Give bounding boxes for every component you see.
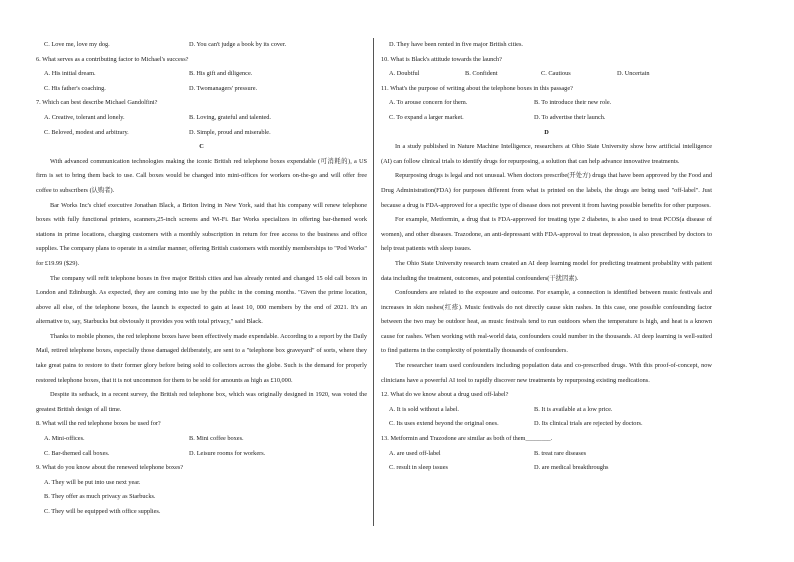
question-9: 9. What do you know about the renewed telephone boxes? xyxy=(36,464,184,472)
question-13: 13. Metformin and Trazodone are similar as both of them________. xyxy=(381,435,553,443)
option-c: C. His father's coaching. xyxy=(44,84,106,92)
option-c: C. Beloved, modest and arbitrary. xyxy=(44,128,129,136)
passage-c xyxy=(36,155,367,418)
section-d-heading: D xyxy=(544,128,549,136)
passage-paragraph: Repurposing drugs is legal and not unusual. When doctors prescribe(开处方) drugs that have been approved by the Food and Drug Administration(FDA) for purposes different from what is printed on the labels, the drugs are being used "off-label". Just because a drug is FDA-approved for a specific type of disease does not prevent it from having possible benefits for other purposes. xyxy=(381,172,712,209)
option-a: A. are used off-label xyxy=(389,449,441,457)
option-c: C. result in sleep issues xyxy=(389,464,448,472)
option-c: C. Bar-themed call boxes. xyxy=(44,449,110,457)
option-a: A. His initial dream. xyxy=(44,70,96,78)
q7-options-cd xyxy=(36,126,367,141)
option-b: B. It is available at a low price. xyxy=(534,405,613,413)
q8-options-ab xyxy=(36,432,367,447)
question-7: 7. Which can best describe Michael Gandolfini? xyxy=(36,99,158,107)
option-c: C. Its uses extend beyond the original ones. xyxy=(389,420,499,428)
option-c: C. They will be equipped with office supplies. xyxy=(44,508,161,515)
q11-options-cd xyxy=(381,111,712,126)
option-b: B. Confident xyxy=(465,70,498,78)
option-c: C. To expand a larger market. xyxy=(389,113,464,121)
passage-paragraph: In a study published in Nature Machine Intelligence, researchers at Ohio State University show how artificial intelligence (AI) can follow clinical trials to identify drugs for repurposing, a solution that can help advance innovative treatments. xyxy=(381,143,712,165)
option-b: B. Mini coffee boxes. xyxy=(189,435,244,443)
option-a: A. Mini-offices. xyxy=(44,435,85,443)
passage-d xyxy=(381,140,712,388)
passage-paragraph: The Ohio State University research team created an AI deep learning model for predicting treatment probability with patient data including the treatment, outcomes, and potential confounders(干扰因素). xyxy=(381,259,712,282)
q8-options-cd xyxy=(36,447,367,462)
option-b: B. treat rare diseases xyxy=(534,449,587,457)
q13-options-cd xyxy=(381,461,712,476)
q7-options-ab xyxy=(36,111,367,126)
option-d: D. Simple, proud and miserable. xyxy=(189,128,271,136)
option-a: A. Creative, tolerant and lonely. xyxy=(44,113,125,121)
question-10: 10. What is Black's attitude towards the launch? xyxy=(381,55,502,63)
question-8: 8. What will the red telephone boxes be used for? xyxy=(36,420,161,428)
option-a: A. They will be put into use next year. xyxy=(44,478,141,486)
q10-options xyxy=(381,67,712,82)
q12-options-ab xyxy=(381,403,712,418)
passage-paragraph: The company will refit telephone boxes in five major British cities and has already rented and changed 15 old call boxes in London and Edinburgh. As expected, they are coming into use by the public in the coming months. "Given the prime location, above all else, of the telephone boxes, the launch is expected to gain at least 10, 000 members by the end of 2021. It's an alternative to, say, Starbucks but obviously it provides you with total privacy," said Black. xyxy=(36,274,367,326)
option-c: C. Cautious xyxy=(541,70,571,78)
q11-options-ab xyxy=(381,96,712,111)
q12-options-cd xyxy=(381,417,712,432)
option-d: D. are medical breakthroughs xyxy=(534,464,609,472)
passage-paragraph: The researcher team used confounders including population data and co-prescribed drugs. With this proof-of-concept, now clinicians have a powerful AI tool to rapidly discover new treatments by repurposing existing medications. xyxy=(381,362,712,384)
q13-options-ab xyxy=(381,447,712,462)
question-6: 6. What serves as a contributing factor to Michael's success? xyxy=(36,55,189,63)
option-d: D. They have been rented in five major British cities. xyxy=(389,41,524,48)
question-12: 12. What do we know about a drug used off-label? xyxy=(381,391,509,399)
option-d: D. Uncertain xyxy=(617,70,650,78)
passage-paragraph: Bar Works Inc's chief executive Jonathan Black, a Briton living in New York, said that his company will renew telephone boxes with fully functional printers, scanners,25-inch screens and Wi-Fi. Bar Works specializes in offering bar-themed work stations in prime locations, charging customers with a monthly subscription in return for free access to the business and office supplies. The company plans to operate in a similar manner, offering British customers with monthly memberships to "Pod Works" for £19.99 ($29). xyxy=(36,201,367,267)
option-c: C. Love me, love my dog. xyxy=(44,41,110,48)
passage-paragraph: With advanced communication technologies making the iconic British red telephone boxes expendable (可消耗的), a US firm is set to bring them back to use. Call boxes would be changed into mini-offices for workers on-the-go and will offer free coffee to subscribers (认购者). xyxy=(36,157,367,194)
option-d: D. To advertise their launch. xyxy=(534,113,606,121)
option-a: A. Doubtful xyxy=(389,70,420,78)
left-column xyxy=(36,38,367,520)
right-column xyxy=(381,38,712,476)
option-d: D. Twomanagers' pressure. xyxy=(189,84,258,92)
option-b: B. They offer as much privacy as Starbucks. xyxy=(44,493,156,501)
option-a: A. To arouse concern for them. xyxy=(389,99,468,107)
passage-paragraph: Confounders are related to the exposure and outcome. For example, a connection is identified between music festivals and increases in skin rashes(红疹). Music festivals do not directly cause skin rashes. In this case, one possible confounding factor between the two may be outdoor heat, as music festivals tend to run outdoors when the temperature is high, and heat is a known cause for rashes. When working with real-world data, confounders could number in the thousands. AI deep learning is well-suited to find patterns in the complexity of potentially thousands of confounders. xyxy=(381,289,712,355)
option-d: D. Leisure rooms for workers. xyxy=(189,449,266,457)
section-c-heading: C xyxy=(199,143,204,151)
option-a: A. It is sold without a label. xyxy=(389,405,459,413)
column-divider xyxy=(373,38,374,526)
option-d: D. Its clinical trials are rejected by doctors. xyxy=(534,420,643,428)
passage-paragraph: Thanks to mobile phones, the red telephone boxes have been effectively made expendable. According to a report by the Daily Mail, retired telephone boxes, especially those damaged deliberately, are sent to a "telephone box graveyard" of sorts, where they take great pains to restore to their former glory before being sold to collectors across the globe. Such is the demand for properly restored telephone boxes, that it is not uncommon for them to be sold for amounts as high as £10,000. xyxy=(36,332,367,384)
q6-options-ab xyxy=(36,67,367,82)
option-d: D. You can't judge a book by its cover. xyxy=(189,41,287,48)
q6-prev-options xyxy=(36,38,367,53)
option-b: B. His gift and diligence. xyxy=(189,70,253,78)
passage-paragraph: Despite its setback, in a recent survey, the British red telephone box, which was originally designed in 1920, was voted the greatest British design of all time. xyxy=(36,391,367,413)
q6-options-cd xyxy=(36,82,367,97)
option-b: B. Loving, grateful and talented. xyxy=(189,113,272,121)
question-11: 11. What's the purpose of writing about the telephone boxes in this passage? xyxy=(381,84,573,92)
option-b: B. To introduce their new role. xyxy=(534,99,612,107)
passage-paragraph: For example, Metformin, a drug that is FDA-approved for treating type 2 diabetes, is also used to treat PCOS(a disease of women), and other diseases. Trazodone, an anti-depressant with FDA-approval to treat depression, is also prescribed by doctors to help treat patients with sleep issues. xyxy=(381,216,712,253)
